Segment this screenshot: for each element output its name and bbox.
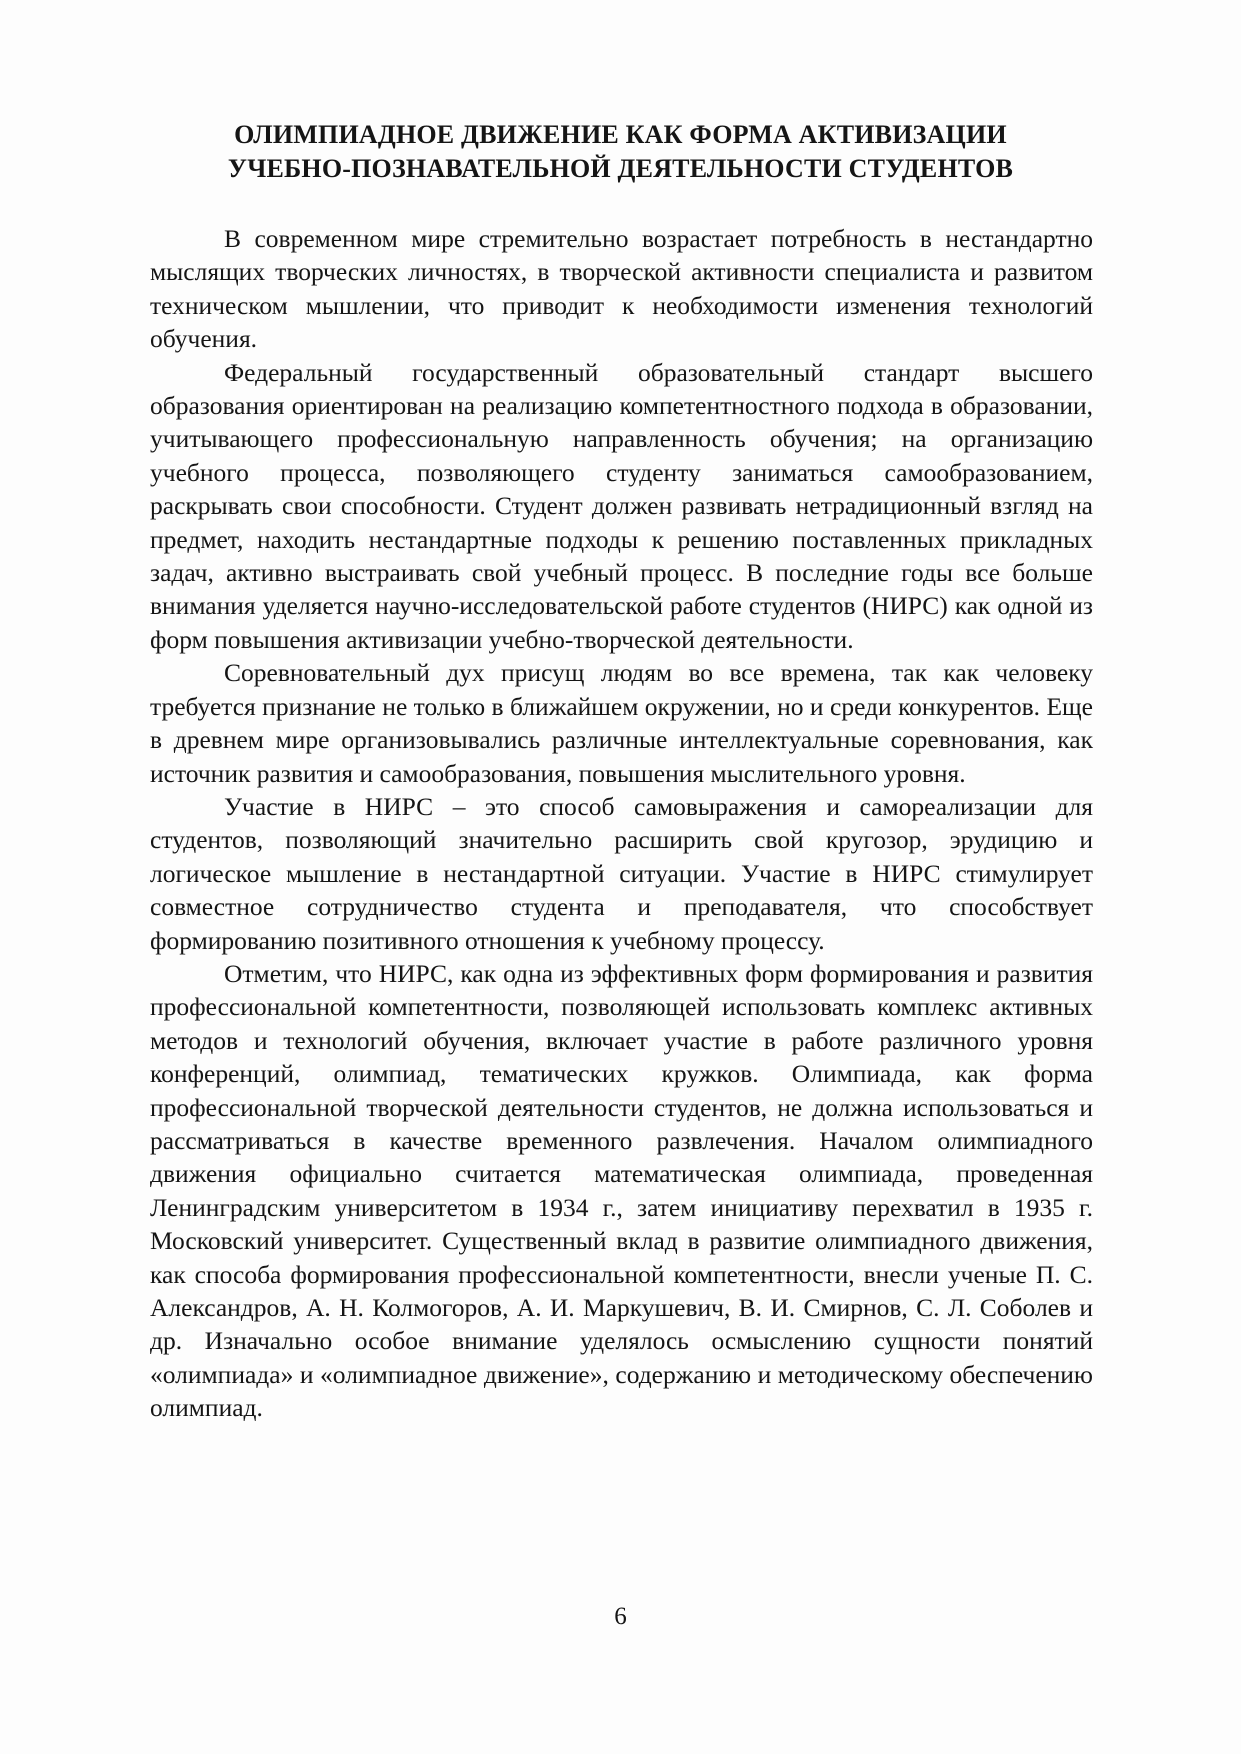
- article-title: [150, 118, 1091, 186]
- article-title-line-2: УЧЕБНО-ПОЗНАВАТЕЛЬНОЙ ДЕЯТЕЛЬНОСТИ СТУДЕНТОВ: [227, 154, 1014, 183]
- article-title-line-1: ОЛИМПИАДНОЕ ДВИЖЕНИЕ КАК ФОРМА АКТИВИЗАЦИИ: [234, 120, 1007, 149]
- article-body: [150, 222, 1093, 1425]
- paragraph-3: Соревновательный дух присущ людям во все времена, так как человеку требуется признание не только в ближайшем окружении, но и среди конкурентов. Еще в древнем мире организовывались различные интеллектуальные соревнования, как источник развития и самообразования, повышения мыслительного уровня.: [150, 658, 1093, 788]
- paragraph-1: В современном мире стремительно возрастает потребность в нестандартно мыслящих творческих личностях, в творческой активности специалиста и развитом техническом мышлении, что приводит к необходимости изменения технологий обучения.: [150, 224, 1093, 354]
- paragraph-2: Федеральный государственный образовательный стандарт высшего образования ориентирован на реализацию компетентностного подхода в образовании, учитывающего профессиональную направленность обучения; на организацию учебного процесса, позволяющего студенту заниматься самообразованием, раскрывать свои способности. Студент должен развивать нетрадиционный взгляд на предмет, находить нестандартные подходы к решению поставленных прикладных задач, активно выстраивать свой учебный процесс. В последние годы все больше внимания уделяется научно-исследовательской работе студентов (НИРС) как одной из форм повышения активизации учебно-творческой деятельности.: [150, 357, 1093, 654]
- page-number: 6: [614, 1603, 627, 1630]
- paragraph-5: Отметим, что НИРС, как одна из эффективных форм формирования и развития профессиональной компетентности, позволяющей использовать комплекс активных методов и технологий обучения, включает участие в работе различного уровня конференций, олимпиад, тематических кружков. Олимпиада, как форма профессиональной творческой деятельности студентов, не должна использоваться и рассматриваться в качестве временного развлечения. Началом олимпиадного движения официально считается математическая олимпиада, проведенная Ленинградским университетом в 1934 г., затем инициативу перехватил в 1935 г. Московский университет. Существенный вклад в развитие олимпиадного движения, как способа формирования профессиональной компетентности, внесли ученые П. С. Александров, А. Н. Колмогоров, А. И. Маркушевич, В. И. Смирнов, С. Л. Соболев и др. Изначально особое внимание уделялось осмыслению сущности понятий «олимпиада» и «олимпиадное движение», содержанию и методическому обеспечению олимпиад.: [150, 958, 1093, 1423]
- paragraph-4: Участие в НИРС – это способ самовыражения и самореализации для студентов, позволяющий значительно расширить свой кругозор, эрудицию и логическое мышление в нестандартной ситуации. Участие в НИРС стимулирует совместное сотрудничество студента и преподавателя, что способствует формированию позитивного отношения к учебному процессу.: [150, 791, 1093, 955]
